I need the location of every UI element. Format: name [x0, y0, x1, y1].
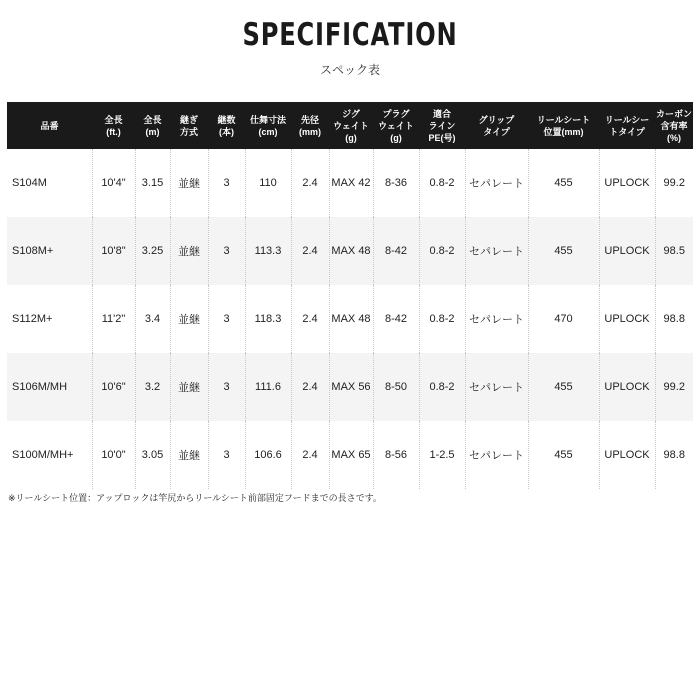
table-row	[7, 353, 693, 421]
table-cell: 10'8"	[92, 217, 135, 285]
column-header	[7, 102, 92, 149]
table-cell: 455	[528, 217, 599, 285]
table-cell: 2.4	[291, 285, 329, 353]
column-header-line: プラグ	[382, 108, 410, 119]
table-cell: セパレート	[465, 217, 528, 285]
column-header-line: PE(号)	[428, 132, 456, 143]
table-cell: 並継	[170, 421, 208, 489]
table-cell: 並継	[170, 285, 208, 353]
column-header-line: 全長	[104, 114, 123, 125]
table-cell: 2.4	[291, 353, 329, 421]
column-header-line: 先径	[300, 114, 319, 125]
column-header-line: カーボン	[656, 108, 693, 119]
column-header	[465, 102, 528, 149]
table-cell: セパレート	[465, 285, 528, 353]
table-cell: 3.05	[135, 421, 170, 489]
table-cell: 並継	[170, 217, 208, 285]
table-cell: 118.3	[245, 285, 291, 353]
column-header-line: グリップ	[478, 114, 515, 125]
table-cell: 98.5	[655, 217, 693, 285]
table-cell: UPLOCK	[599, 353, 655, 421]
table-cell: 1-2.5	[419, 421, 465, 489]
table-cell: 3.4	[135, 285, 170, 353]
column-header	[208, 102, 245, 149]
column-header-line: リールシー	[604, 114, 650, 125]
column-header-line: 含有率	[660, 120, 688, 131]
table-cell: 3.25	[135, 217, 170, 285]
column-header	[170, 102, 208, 149]
table-cell: 10'6"	[92, 353, 135, 421]
spec-table	[7, 102, 693, 489]
column-header-line: 方式	[179, 126, 198, 137]
table-cell: 470	[528, 285, 599, 353]
model-cell: S112M+	[7, 285, 92, 353]
table-cell: 並継	[170, 353, 208, 421]
column-header	[419, 102, 465, 149]
table-cell: 99.2	[655, 353, 693, 421]
table-cell: UPLOCK	[599, 149, 655, 217]
column-header-line: (%)	[667, 132, 681, 143]
table-cell: セパレート	[465, 353, 528, 421]
column-header-line: (本)	[219, 126, 234, 137]
table-cell: 2.4	[291, 149, 329, 217]
page-subtitle: スペック表	[319, 63, 380, 77]
table-cell: 3.2	[135, 353, 170, 421]
column-header-line: (mm)	[299, 126, 321, 137]
column-header-line: リールシート	[536, 114, 591, 125]
column-header-line: 継ぎ	[179, 114, 198, 125]
table-cell: 2.4	[291, 217, 329, 285]
model-cell: S108M+	[7, 217, 92, 285]
table-cell: 10'4"	[92, 149, 135, 217]
spec-header-row	[7, 102, 693, 149]
table-cell: UPLOCK	[599, 217, 655, 285]
column-header	[373, 102, 419, 149]
column-header-line: 適合	[432, 108, 451, 119]
footnote: ※リールシート位置：アップロックは竿尻からリールシート前部固定フードまでの長さです。	[8, 493, 382, 503]
table-cell: MAX 65	[329, 421, 373, 489]
column-header-line: (ft.)	[106, 126, 121, 137]
table-cell: 並継	[170, 149, 208, 217]
table-cell: MAX 42	[329, 149, 373, 217]
table-cell: 98.8	[663, 313, 685, 325]
table-cell: 455	[528, 421, 599, 489]
table-cell: MAX 48	[329, 285, 373, 353]
column-header-line: 品番	[40, 120, 59, 131]
column-header	[135, 102, 170, 149]
column-header	[291, 102, 329, 149]
table-cell: 455	[528, 353, 599, 421]
column-header-line: (m)	[145, 126, 160, 137]
column-header-line: 仕舞寸法	[249, 114, 286, 125]
column-header-line: ジグ	[342, 108, 360, 119]
model-cell: S106M/MH	[7, 353, 92, 421]
table-cell: 8-42	[373, 217, 419, 285]
table-cell: 10'0"	[92, 421, 135, 489]
table-cell: 0.8-2	[419, 149, 465, 217]
table-cell: 3.15	[135, 149, 170, 217]
table-cell: 3	[208, 353, 245, 421]
table-cell: 8-42	[373, 285, 419, 353]
table-cell: 0.8-2	[419, 353, 465, 421]
model-cell: S100M/MH+	[7, 421, 92, 489]
table-cell: 3	[208, 421, 245, 489]
table-row	[7, 421, 693, 489]
column-header-line: ライン	[428, 120, 456, 131]
column-header	[599, 102, 655, 149]
column-header-line: (cm)	[258, 126, 278, 137]
table-cell: 3	[208, 217, 245, 285]
table-cell: 113.3	[245, 217, 291, 285]
table-cell: 0.8-2	[419, 285, 465, 353]
page-title: SPECIFICATION	[242, 17, 458, 53]
column-header	[245, 102, 291, 149]
table-cell: MAX 48	[329, 217, 373, 285]
table-cell: セパレート	[465, 149, 528, 217]
table-cell: 2.4	[291, 421, 329, 489]
column-header	[528, 102, 599, 149]
column-header-line: 位置(mm)	[543, 126, 584, 137]
table-cell: 110	[245, 149, 291, 217]
table-cell: 455	[528, 149, 599, 217]
table-cell: 8-50	[373, 353, 419, 421]
table-cell: 11'2"	[92, 285, 135, 353]
column-header-line: (g)	[390, 132, 402, 143]
table-cell: MAX 56	[329, 353, 373, 421]
table-cell: UPLOCK	[599, 285, 655, 353]
table-cell: 8-36	[373, 149, 419, 217]
column-header-line: ウェイト	[333, 120, 369, 131]
table-cell: 3	[208, 285, 245, 353]
table-cell: 106.6	[245, 421, 291, 489]
table-cell: UPLOCK	[599, 421, 655, 489]
column-header-line: 継数	[217, 114, 236, 125]
column-header-line: トタイプ	[609, 126, 645, 137]
table-cell: 3	[208, 149, 245, 217]
column-header	[655, 102, 693, 149]
column-header	[92, 102, 135, 149]
table-cell: 98.8	[663, 449, 685, 461]
table-row	[7, 149, 693, 217]
table-row	[7, 285, 693, 353]
column-header-line: ウェイト	[378, 120, 414, 131]
column-header-line: (g)	[345, 132, 357, 143]
table-cell: 99.2	[663, 177, 685, 189]
table-cell: 0.8-2	[419, 217, 465, 285]
table-cell: 8-56	[373, 421, 419, 489]
column-header-line: 全長	[143, 114, 162, 125]
model-cell: S104M	[7, 149, 92, 217]
column-header-line: タイプ	[483, 126, 510, 137]
column-header	[329, 102, 373, 149]
table-cell: セパレート	[465, 421, 528, 489]
table-cell: 111.6	[245, 353, 291, 421]
table-row	[7, 217, 693, 285]
